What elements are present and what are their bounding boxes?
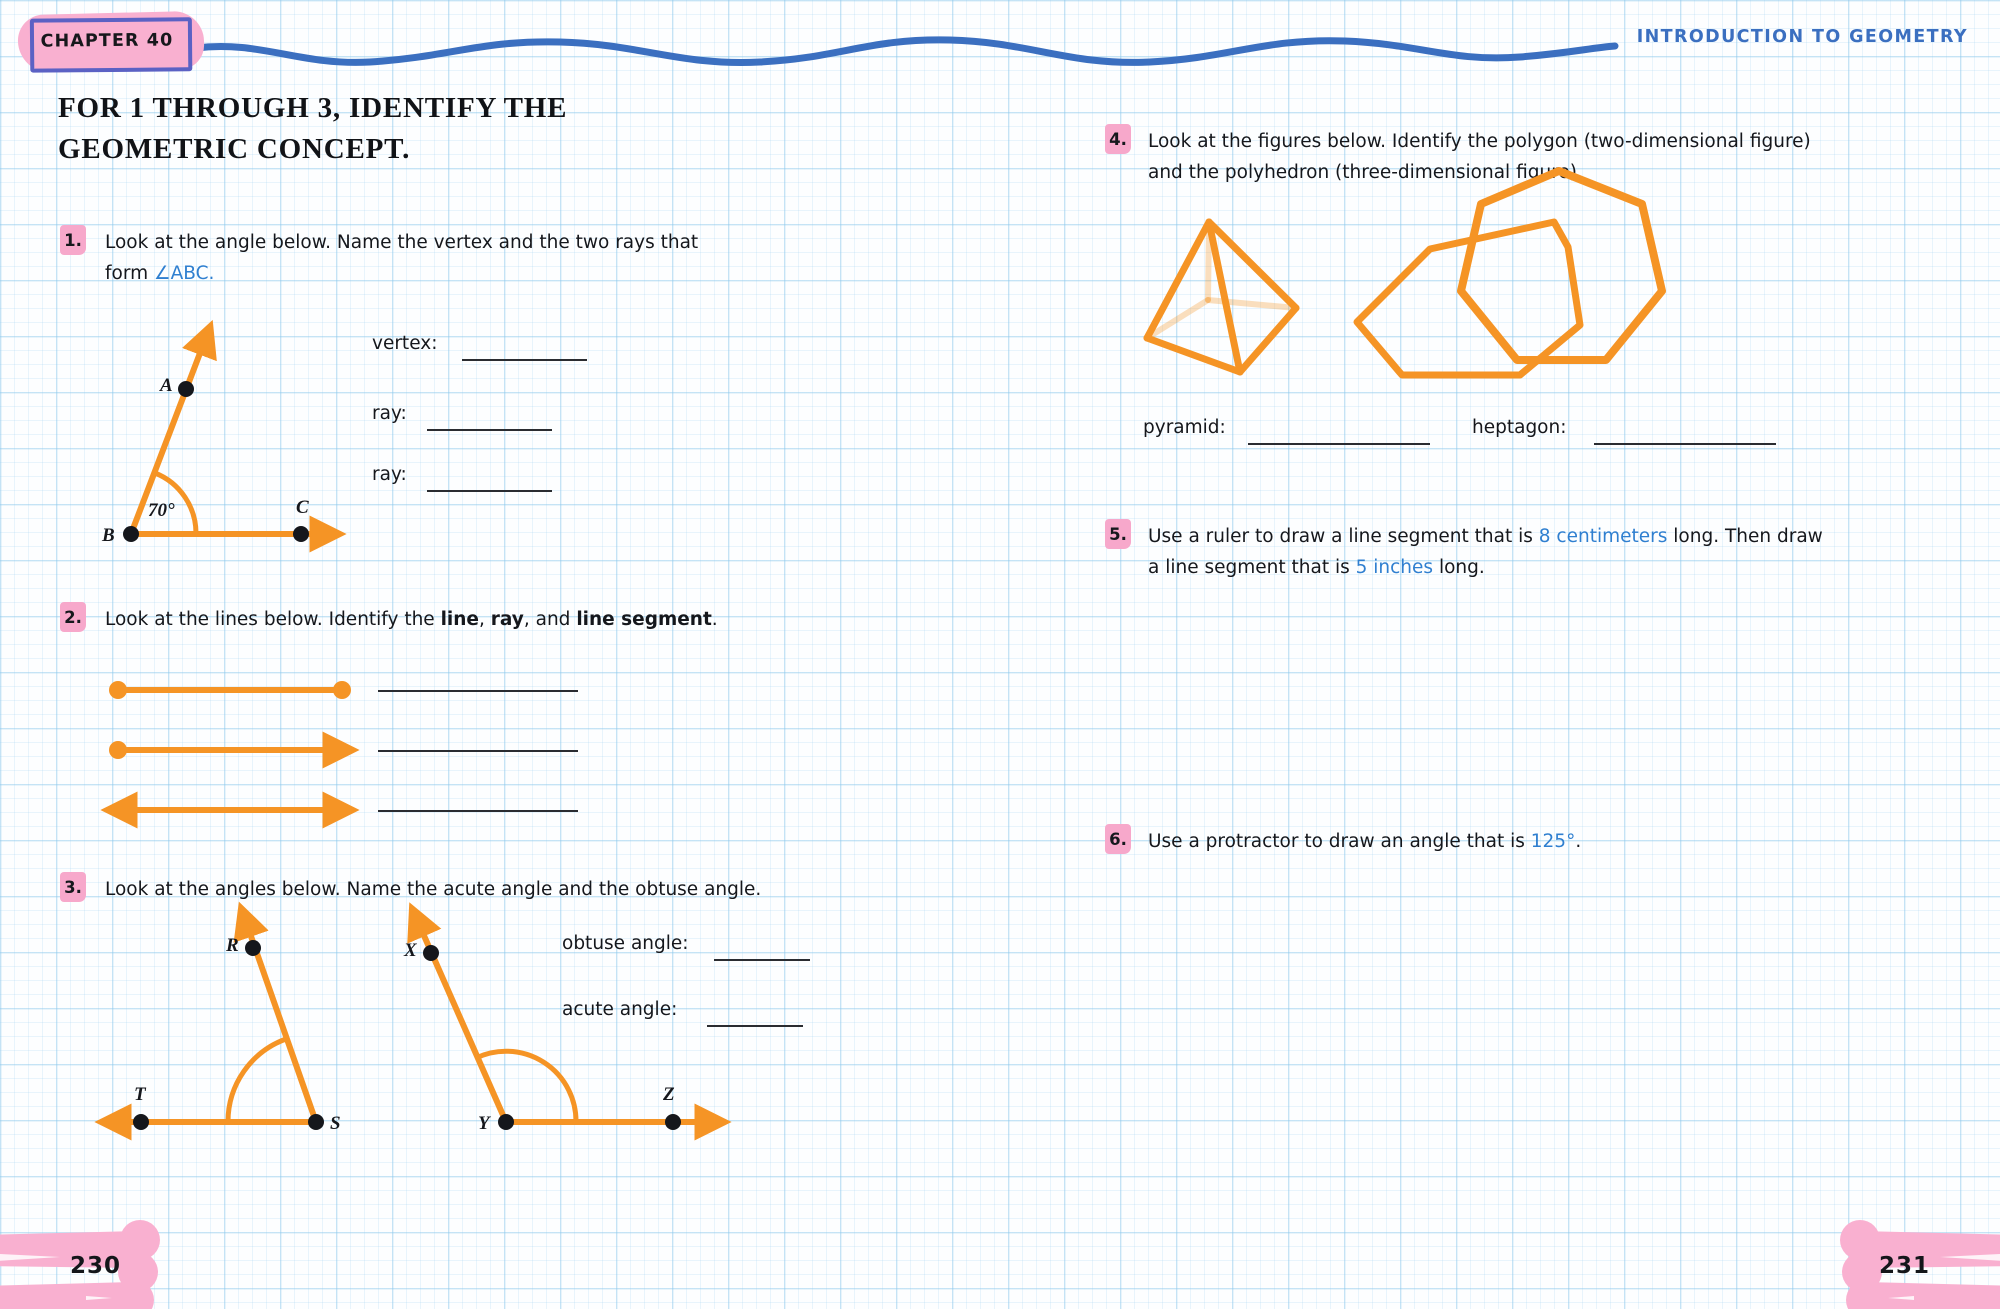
question-5-number: 5. (1105, 519, 1131, 549)
point-label-b: B (102, 525, 115, 546)
question-6-number: 6. (1105, 824, 1131, 854)
question-4-number: 4. (1105, 124, 1131, 154)
angle-measure-70: 70° (148, 500, 175, 521)
q2-part-line: line (440, 609, 479, 630)
question-1-line-2-prefix: form (105, 263, 155, 284)
unit-title: INTRODUCTION TO GEOMETRY (1636, 27, 1968, 47)
point-label-y: Y (478, 1113, 490, 1134)
page-number-left: 230 (70, 1253, 122, 1279)
question-4-line-1: Look at the figures below. Identify the polygon (two-dimensional figure) (1148, 131, 1811, 152)
page-title: FOR 1 THROUGH 3, IDENTIFY THE GEOMETRIC CONCEPT. (58, 92, 568, 165)
page-number-right: 231 (1878, 1253, 1930, 1279)
q6-line1-part-0: Use a protractor to draw an angle that is (1148, 831, 1531, 852)
point-label-x: X (404, 940, 417, 961)
q2-part-ray: ray (490, 609, 524, 630)
q1-answer-label-vertex: vertex: (372, 333, 438, 354)
angle-abc-label: ∠ABC. (154, 263, 215, 284)
q5-line1-part-0: Use a ruler to draw a line segment that is (1148, 526, 1539, 547)
point-label-t: T (134, 1084, 146, 1105)
q1-answer-label-ray-2: ray: (372, 464, 407, 485)
q2-part-0: Look at the lines below. Identify the (105, 609, 441, 630)
q1-answer-label-ray-1: ray: (372, 403, 407, 424)
q3-answer-label-acute: acute angle: (562, 999, 678, 1020)
point-label-s: S (330, 1113, 341, 1134)
q5-line2-part-0: a line segment that is (1148, 557, 1356, 578)
question-1-number: 1. (60, 225, 86, 255)
q2-part-2: , (478, 609, 491, 630)
q5-line1-part-2: long. Then draw (1667, 526, 1823, 547)
q2-part-line-segment: line segment (576, 609, 712, 630)
q4-answer-label-heptagon: heptagon: (1472, 417, 1567, 438)
question-4-line-2: and the polyhedron (three-dimensional figure). (1148, 162, 1583, 183)
q6-line1-part-2: . (1575, 831, 1582, 852)
question-2-number: 2. (60, 602, 86, 632)
q6-measure-degrees: 125° (1530, 831, 1576, 852)
q3-answer-label-obtuse: obtuse angle: (562, 933, 689, 954)
q2-part-4: , and (523, 609, 577, 630)
chapter-tag-label: CHAPTER 40 (40, 30, 174, 52)
q5-measure-centimeters: 8 centimeters (1538, 526, 1668, 547)
q4-answer-label-pyramid: pyramid: (1143, 417, 1226, 438)
q5-line2-part-2: long. (1433, 557, 1485, 578)
point-label-r: R (226, 935, 239, 956)
q5-measure-inches: 5 inches (1355, 557, 1434, 578)
point-label-a: A (160, 375, 173, 396)
question-1-line-1: Look at the angle below. Name the vertex and the two rays that (105, 232, 699, 253)
point-label-z: Z (663, 1084, 675, 1105)
point-label-c: C (296, 497, 309, 518)
question-3-text: Look at the angles below. Name the acute angle and the obtuse angle. (105, 879, 762, 900)
q2-part-6: . (711, 609, 718, 630)
question-3-number: 3. (60, 872, 86, 902)
